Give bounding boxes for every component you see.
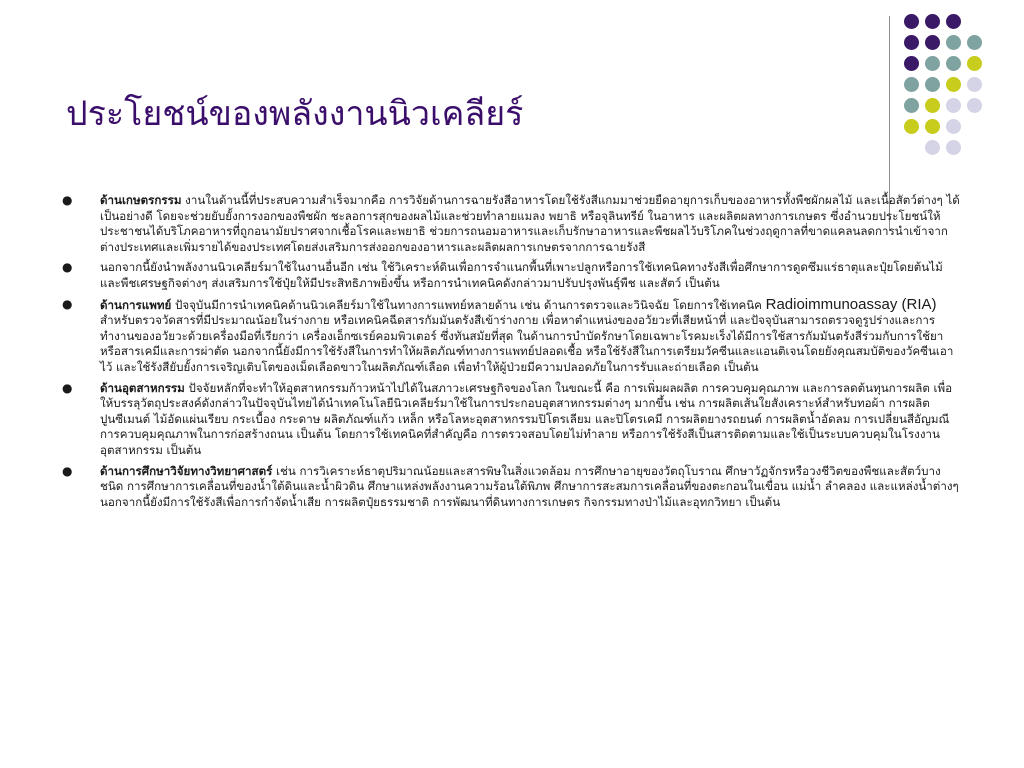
bullet-industry [62, 381, 962, 459]
decor-dot [946, 140, 961, 155]
decor-dot [925, 119, 940, 134]
decor-dot [946, 35, 961, 50]
decor-dot [904, 98, 919, 113]
bullet-heading: ด้านอุตสาหกรรม [100, 380, 185, 395]
ria-term: Radioimmunoassay (RIA) [765, 295, 937, 313]
bullet-research [62, 464, 962, 511]
decor-dot [925, 56, 940, 71]
decor-dot [904, 77, 919, 92]
bullet-text: นอกจากนี้ยังนำพลังงานนิวเคลียร์มาใช้ในงานอื่นอีก เช่น ใช้วิเคราะห์ดินเพื่อการจำแนกพื้นที่เพาะปลูกหรือการใช้เทคนิคทางรังสีเพื่อศึกษาการดูดซึมแร่ธาตุและปุ๋ยโดยต้นไม้และพืชเศรษฐกิจต่างๆ ส่งเสริมการใช้ปุ๋ยให้มีประสิทธิภาพยิ่งขึ้น หรือการนำเทคนิคดังกล่าวมาปรับปรุงพันธุ์พืช และสัตว์ เป็นต้น [100, 260, 943, 290]
bullet-dot-icon: ● [62, 380, 73, 395]
decor-dot [925, 14, 940, 29]
decor-dot [904, 14, 919, 29]
decor-dot [925, 35, 940, 50]
bullet-heading: ด้านการศึกษาวิจัยทางวิทยาศาสตร์ [100, 463, 273, 478]
decor-dot-empty [967, 14, 982, 29]
decor-dot [904, 35, 919, 50]
decor-dot [946, 119, 961, 134]
decor-dot [967, 56, 982, 71]
bullet-text: ปัจจัยหลักที่จะทำให้อุตสาหกรรมก้าวหน้าไปได้ในสภาวะเศรษฐกิจของโลก ในขณะนี้ คือ การเพิ่มผลผลิต การควบคุมคุณภาพ และการลดต้นทุนการผลิต เพื่อให้บรรลุวัตถุประสงค์ดังกล่าวในปัจจุบันไทยได้นำเทคโนโลยีนิวเคลียร์มาใช้ในการประกอบอุตสาหกรรมต่างๆ มากขึ้น เช่น การผลิตเส้นใยสังเคราะห์สำหรับทอผ้า การผลิตปูนซีเมนต์ ไม้อัดแผ่นเรียบ กระเบื้อง กระดาษ ผลิตภัณฑ์แก้ว เหล็ก หรือโลหะอุตสาหกรรมปิโตรเลียม และปิโตรเคมี การผลิตยางรถยนต์ การผลิตน้ำอัดลม การเปลี่ยนสีอัญมณี การควบคุมคุณภาพในการก่อสร้างถนน เป็นต้น โดยการใช้เทคนิคที่สำคัญคือ การตรวจสอบโดยไม่ทำลาย หรือการใช้รังสีเป็นสารติดตามและใช้เป็นระบบควบคุมในโรงงานอุตสาหกรรม เป็นต้น [100, 380, 953, 457]
decor-dot [967, 35, 982, 50]
decor-dot-empty [967, 140, 982, 155]
decor-dot [946, 56, 961, 71]
decor-dot [904, 119, 919, 134]
decor-dot-empty [967, 119, 982, 134]
decor-dot [946, 14, 961, 29]
bullet-dot-icon: ● [62, 193, 73, 207]
decor-dot [946, 98, 961, 113]
decor-dot-empty [904, 140, 919, 155]
decor-dot [925, 98, 940, 113]
decor-dot [946, 77, 961, 92]
dot-decoration [904, 14, 982, 155]
page-title: ประโยชน์ของพลังงานนิวเคลียร์ [66, 94, 524, 134]
bullet-list [62, 193, 962, 515]
bullet-text: สำหรับตรวจวัดสารที่มีประมาณน้อยในร่างกาย หรือเทคนิคฉีดสารกัมมันตรังสีเข้าร่างกาย เพื่อหาตำแหน่งของอวัยวะที่เสียหน้าที่ และปัจจุบันสามารถตรวจดูรูปร่างและการทำงานของอวัยวะด้วยเครื่องมือที่เรียกว่า เครื่องเอ็กซเรย์คอมพิวเตอร์ ซึ่งทันสมัยที่สุด ในด้านการบำบัดรักษาโดยเฉพาะโรคมะเร็งได้มีการใช้สารกัมมันตรังสีร่วมกับการใช้ยาหรือสารเคมีและการผ่าตัด นอกจากนี้ยังมีการใช้รังสีในการทำให้ผลิตภัณฑ์ทางการแพทย์ปลอดเชื้อ หรือใช้รังสีในการเตรียมวัคซีนและแอนติเจนโดยยังคุณสมบัติของวัคซีนเอาไว้ และใช้รังสียับยั้งการเจริญเติบโตของเม็ดเลือดขาวในผลิตภัณฑ์เลือด เพื่อทำให้ผู้ป่วยมีความปลอดภัยในการรับและถ่ายเลือด เป็นต้น [100, 313, 954, 374]
bullet-text: งานในด้านนี้ที่ประสบความสำเร็จมากคือ การวิจัยด้านการฉายรังสีอาหารโดยใช้รังสีแกมมาช่วยยืดอายุการเก็บของอาหารทั้งพืชผักผลไม้ และเนื้อสัตว์ต่างๆ ได้เป็นอย่างดี โดยจะช่วยยับยั้งการงอกของพืชผัก ชะลอการสุกของผลไม้และช่วยทำลายแมลง พยาธิ หรือจุลินทรีย์ ในอาหาร และผลิตผลทางการเกษตร ซึ่งอำนวยประโยชน์ให้ประชาชนได้บริโภคอาหารที่ถูกอนามัยปราศจากเชื้อโรคและพยาธิ ช่วยการถนอมอาหารและเก็บรักษาอาหารและพืชผลไว้บริโภคในช่วงฤดูกาลที่ขาดแคลนลดการนำเข้าจากต่างประเทศและเพิ่มรายได้ของประเทศโดยส่งเสริมการส่งออกของอาหารและผลิตผลการเกษตรจากการฉายรังสี [100, 193, 960, 254]
bullet-other-uses [62, 260, 962, 291]
decor-dot [925, 140, 940, 155]
bullet-heading: ด้านการแพทย์ [100, 297, 172, 312]
bullet-dot-icon: ● [62, 296, 73, 311]
bullet-text: เช่น การวิเคราะห์ธาตุปริมาณน้อยและสารพิษในสิ่งแวดล้อม การศึกษาอายุของวัตถุโบราณ ศึกษาวัฏจักรหรือวงชีวิตของพืชและสัตว์บางชนิด การศึกษาการเคลื่อนที่ของน้ำใต้ดินและน้ำผิวดิน ศึกษาแหล่งพลังงานความร้อนใต้พิภพ ศึกษาการสะสมการเคลื่อนที่ของตะกอนในเขื่อน แม่น้ำ ลำคลอง และแหล่งน้ำต่างๆ นอกจากนี้ยังมีการใช้รังสีเพื่อการกำจัดน้ำเสีย การผลิตปุ๋ยธรรมชาติ การพัฒนาที่ดินทางการเกษตร กิจกรรมทางป่าไม้และอุทกวิทยา เป็นต้น [100, 463, 959, 509]
bullet-heading: ด้านเกษตรกรรม [100, 193, 182, 207]
decor-dot [904, 56, 919, 71]
bullet-medical [62, 297, 962, 376]
bullet-text: ปัจจุบันมีการนำเทคนิคด้านนิวเคลียร์มาใช้ในทางการแพทย์หลายด้าน เช่น ด้านการตรวจและวินิจฉัย โดยการใช้เทคนิค [171, 297, 766, 312]
decor-dot [967, 98, 982, 113]
decor-dot [925, 77, 940, 92]
bullet-agriculture [62, 193, 962, 255]
bullet-dot-icon: ● [62, 260, 73, 275]
bullet-dot-icon: ● [62, 463, 73, 478]
decor-dot [967, 77, 982, 92]
